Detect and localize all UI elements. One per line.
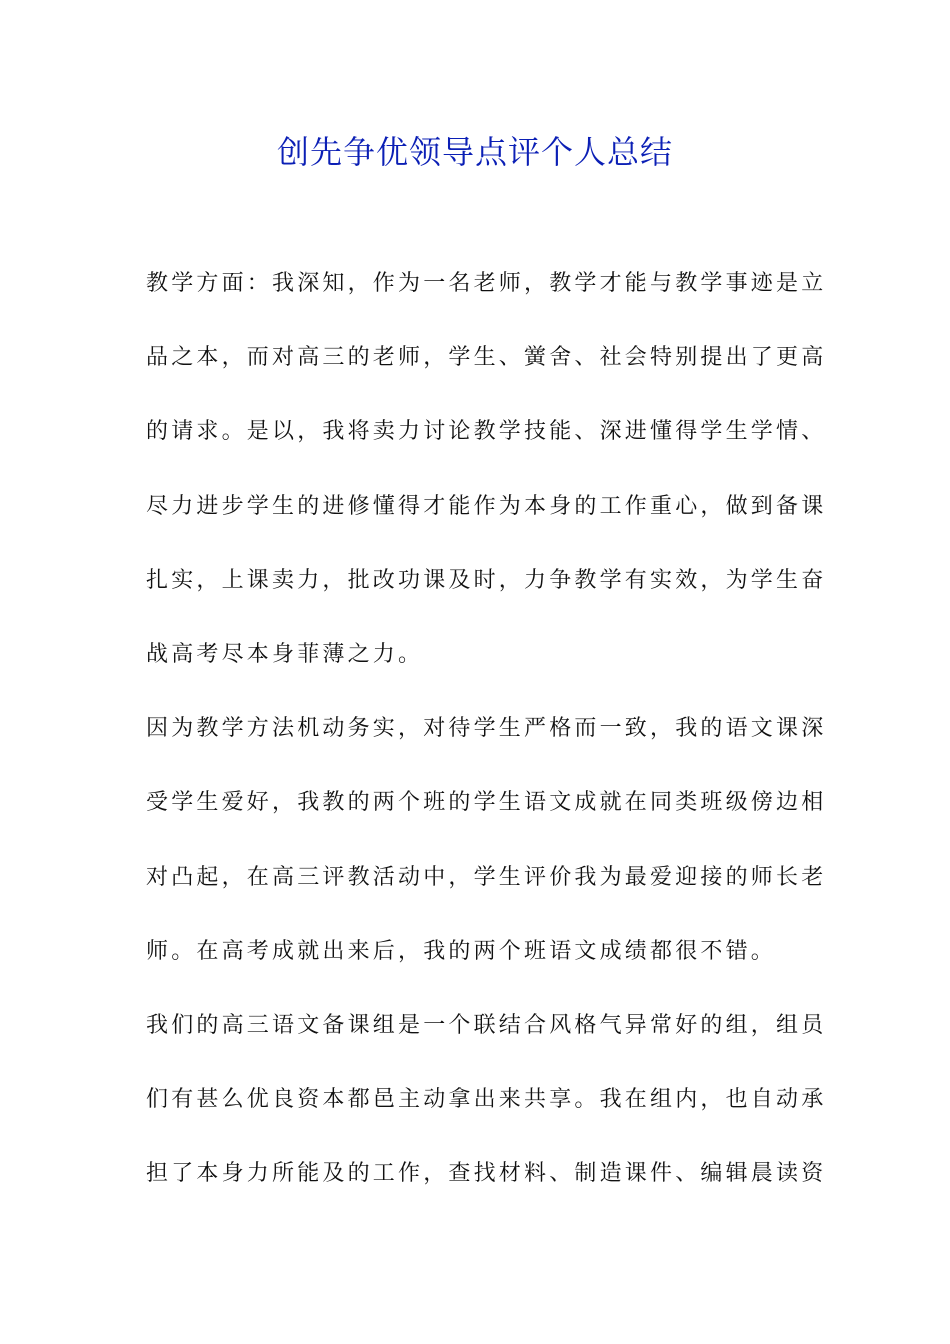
text-line: 的请求。是以，我将卖力讨论教学技能、深进懂得学生学情、 (146, 419, 827, 445)
paragraph-team (146, 1004, 827, 1227)
text-line: 们有甚么优良资本都邑主动拿出来共享。我在组内，也自动承 (146, 1087, 827, 1113)
text-line: 师。在高考成就出来后，我的两个班语文成绩都很不错。 (146, 938, 777, 964)
text-line: 品之本，而对高三的老师，学生、黉舍、社会特别提出了更高 (146, 345, 827, 371)
text-line: 因为教学方法机动务实，对待学生严格而一致，我的语文课深 (146, 716, 827, 742)
text-line: 对凸起，在高三评教活动中，学生评价我为最爱迎接的师长老 (146, 864, 827, 890)
text-line: 受学生爱好，我教的两个班的学生语文成就在同类班级傍边相 (146, 790, 827, 816)
text-line: 担了本身力所能及的工作，查找材料、制造课件、编辑晨读资 (146, 1161, 827, 1187)
document-title: 创先争优领导点评个人总结 (276, 133, 673, 171)
paragraph-teaching (146, 262, 827, 707)
text-line: 尽力进步学生的进修懂得才能作为本身的工作重心，做到备课 (146, 493, 827, 519)
paragraph-results (146, 707, 827, 1004)
text-line: 我们的高三语文备课组是一个联结合风格气异常好的组，组员 (146, 1012, 827, 1038)
document-body (146, 262, 827, 1226)
text-line: 战高考尽本身菲薄之力。 (146, 641, 424, 667)
text-line: 教学方面：我深知，作为一名老师，教学才能与教学事迹是立 (146, 271, 827, 296)
text-line: 扎实，上课卖力，批改功课及时，力争教学有实效，为学生奋 (146, 567, 827, 593)
